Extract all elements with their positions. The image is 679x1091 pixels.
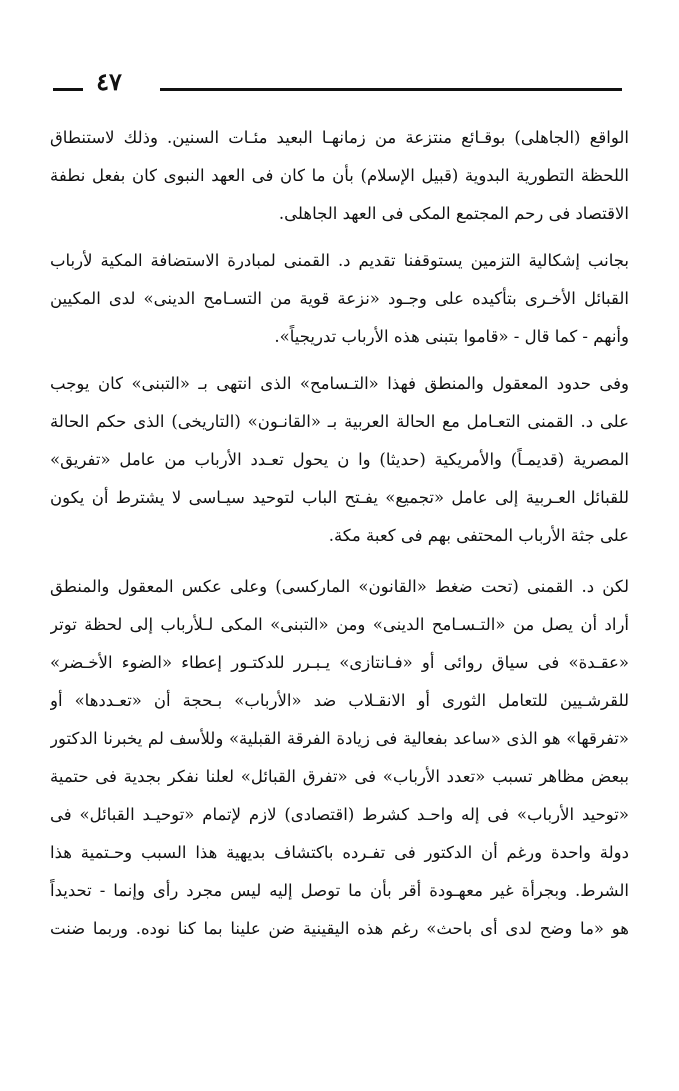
text-line: المصرية (قديمـاً) والأمريكية (حديثا) وا ن يحول تعـدد الأرباب من عامل «تفريق»	[50, 450, 629, 469]
text-line: «تفرقها» هو الذى «ساعد بفعالية فى زيادة الفرقة القبلية» وللأسف لم يخبرنا الدكتور	[50, 729, 629, 748]
paragraph-2	[50, 242, 629, 356]
text-line: على د. القمنى التعـامل مع الحالة العربية بـ «القانـون» (التاريخى) الذى حكم الحالة	[50, 412, 629, 431]
text-line: بجانب إشكالية التزمين يستوقفنا تقديم د. القمنى لمبادرة الاستضافة المكية لأرباب	[50, 251, 629, 270]
page-body	[50, 119, 629, 948]
text-line: دولة واحدة ورغم أن الدكتور فى تفـرده باكتشاف بديهية هذا السبب وحـتمية هذا	[50, 843, 629, 862]
header-rule-short	[53, 88, 83, 91]
page-header	[0, 62, 679, 102]
text-line: وفى حدود المعقول والمنطق فهذا «التـسامح» الذى انتهى بـ «التبنى» كان يوجب	[50, 374, 629, 393]
text-line: «عقـدة» فى سياق روائى أو «فـانتازى» يـبـرر للدكتـور إعطاء «الضوء الأخـضر»	[50, 653, 629, 672]
page-number: ٤٧	[96, 67, 122, 96]
text-line: أراد أن يصل من «التـسـامح الدينى» ومن «التبنى» المكى لـلأرباب إلى لحظة توتر	[50, 615, 629, 634]
text-line: الواقع (الجاهلى) بوقـائع منتزعة من زمانهـا البعيد مئـات السنين. وذلك لاستنطاق	[50, 128, 629, 147]
text-line: وأنهم - كما قال - «قاموا بتبنى هذه الأرباب تدريجياً».	[274, 327, 629, 346]
header-rule	[160, 88, 622, 91]
paragraph-3	[50, 365, 629, 555]
text-line: القبائل الأخـرى بتأكيده على وجـود «نزعة قوية من التسـامح الدينى» لدى المكيين	[50, 289, 629, 308]
text-line: للقبائل العـربية إلى عامل «تجميع» يفـتح الباب لتوحيد سيـاسى لا يشترط أن يكون	[50, 488, 629, 507]
text-line: لكن د. القمنى (تحت ضغط «القانون» الماركسى) وعلى عكس المعقول والمنطق	[50, 577, 629, 596]
text-line: «توحيد الأرباب» فى إله واحـد كشرط (اقتصادى) لازم لإتمام «توحيـد القبائل» فى	[50, 805, 629, 824]
text-line: ببعض مظاهر تسبب «تعدد الأرباب» فى «تفرق القبائل» لعلنا نفكر بجدية فى حتمية	[50, 767, 629, 786]
text-line: للقرشـيين للتعامل الثورى أو الانقـلاب ضد «الأرباب» بـحجة أن «تعـددها» أو	[50, 691, 629, 710]
text-line: هو «ما وضح لدى أى باحث» رغم هذه اليقينية ضن علينا بما كنا نوده. وربما ضنت	[50, 919, 629, 938]
paragraph-4	[50, 568, 629, 948]
text-line: اللحظة التطورية البدوية (قبيل الإسلام) بأن ما كان فى العهد النبوى كان بفعل نطفة	[50, 166, 629, 185]
paragraph-1	[50, 119, 629, 233]
text-line: الاقتصاد فى رحم المجتمع المكى فى العهد الجاهلى.	[278, 204, 629, 223]
text-line: على جثة الأرباب المحتفى بهم فى كعبة مكة.	[328, 526, 629, 545]
text-line: الشرط. وبجرأة غير معهـودة أقر بأن ما توصل إليه ليس مجرد رأى وإنما - تحديداً	[50, 881, 629, 900]
